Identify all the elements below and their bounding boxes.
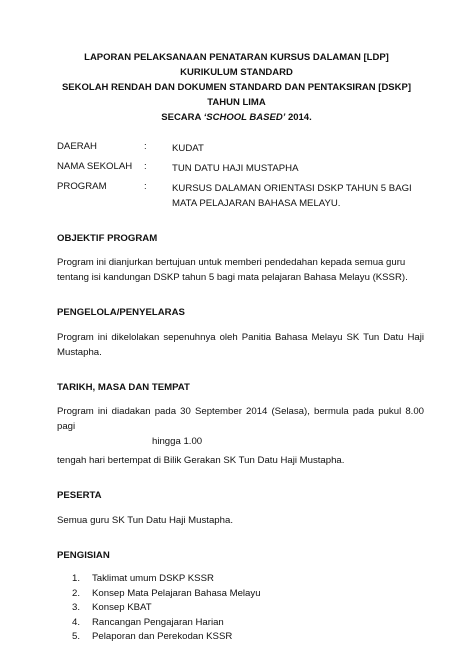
list-item — [57, 630, 424, 645]
info-colon: : — [144, 141, 147, 152]
info-row-daerah — [57, 141, 424, 156]
info-value: TUN DATU HAJI MUSTAPHA — [172, 163, 299, 174]
title-line-3-prefix: SECARA — [161, 112, 204, 123]
title-line-3-italic: ‘SCHOOL BASED’ — [203, 112, 286, 123]
info-value: KUDAT — [172, 143, 204, 154]
info-table — [57, 141, 424, 211]
tarikh-line-3: tengah hari bertempat di Bilik Gerakan SK Tun Datu Haji Mustapha. — [57, 455, 345, 467]
title-line-3 — [57, 110, 416, 125]
info-colon: : — [144, 161, 147, 172]
info-row-program — [57, 181, 424, 211]
info-label: NAMA SEKOLAH — [57, 161, 133, 172]
section-heading-tarikh: TARIKH, MASA DAN TEMPAT — [57, 381, 190, 393]
section-body-objektif: Program ini dianjurkan bertujuan untuk memberi pendedahan kepada semua guru tentang isi kandungan DSKP tahun 5 bagi mata pelajaran Bahasa Melayu (KSSR). — [57, 257, 408, 284]
pengisian-list — [57, 572, 424, 645]
list-item-number: 3. — [72, 602, 81, 614]
title-line-3-suffix: 2014. — [285, 112, 312, 123]
list-item-number: 1. — [72, 573, 81, 585]
info-value: KURSUS DALAMAN ORIENTASI DSKP TAHUN 5 BAGI MATA PELAJARAN BAHASA MELAYU. — [172, 183, 412, 209]
section-heading-pengelola: PENGELOLA/PENYELARAS — [57, 307, 185, 319]
info-label: PROGRAM — [57, 181, 107, 192]
list-item-number: 5. — [72, 631, 81, 643]
list-item-text: Konsep KBAT — [92, 602, 152, 614]
list-item-number: 4. — [72, 616, 81, 628]
section-body-peserta: Semua guru SK Tun Datu Haji Mustapha. — [57, 514, 233, 526]
section-heading-objektif: OBJEKTIF PROGRAM — [57, 233, 158, 244]
list-item — [57, 587, 424, 602]
list-item-number: 2. — [72, 587, 81, 599]
title-line-2: SEKOLAH RENDAH DAN DOKUMEN STANDARD DAN PENTAKSIRAN [DSKP] TAHUN LIMA — [61, 82, 412, 108]
info-row-nama-sekolah — [57, 161, 424, 176]
section-body-tarikh — [57, 404, 424, 468]
document-title — [57, 50, 416, 125]
info-colon: : — [144, 181, 147, 192]
list-item-text: Konsep Mata Pelajaran Bahasa Melayu — [92, 587, 261, 599]
section-body-pengelola: Program ini dikelolakan sepenuhnya oleh Panitia Bahasa Melayu SK Tun Datu Haji Mustapha. — [57, 331, 424, 358]
section-heading-peserta: PESERTA — [57, 490, 102, 502]
section-heading-pengisian: PENGISIAN — [57, 549, 110, 561]
list-item — [57, 601, 424, 616]
list-item-text: Taklimat umum DSKP KSSR — [92, 573, 214, 585]
list-item-text: Rancangan Pengajaran Harian — [92, 616, 224, 628]
info-label: DAERAH — [57, 141, 97, 152]
list-item-text: Pelaporan dan Perekodan KSSR — [92, 631, 233, 643]
list-item — [57, 572, 424, 587]
title-line-1: LAPORAN PELAKSANAAN PENATARAN KURSUS DALAMAN [LDP] KURIKULUM STANDARD — [84, 52, 389, 78]
list-item — [57, 616, 424, 631]
tarikh-line-2: hingga 1.00 — [152, 436, 203, 448]
tarikh-line-1: Program ini diadakan pada 30 September 2014 (Selasa), bermula pada pukul 8.00 pagi — [57, 406, 424, 433]
